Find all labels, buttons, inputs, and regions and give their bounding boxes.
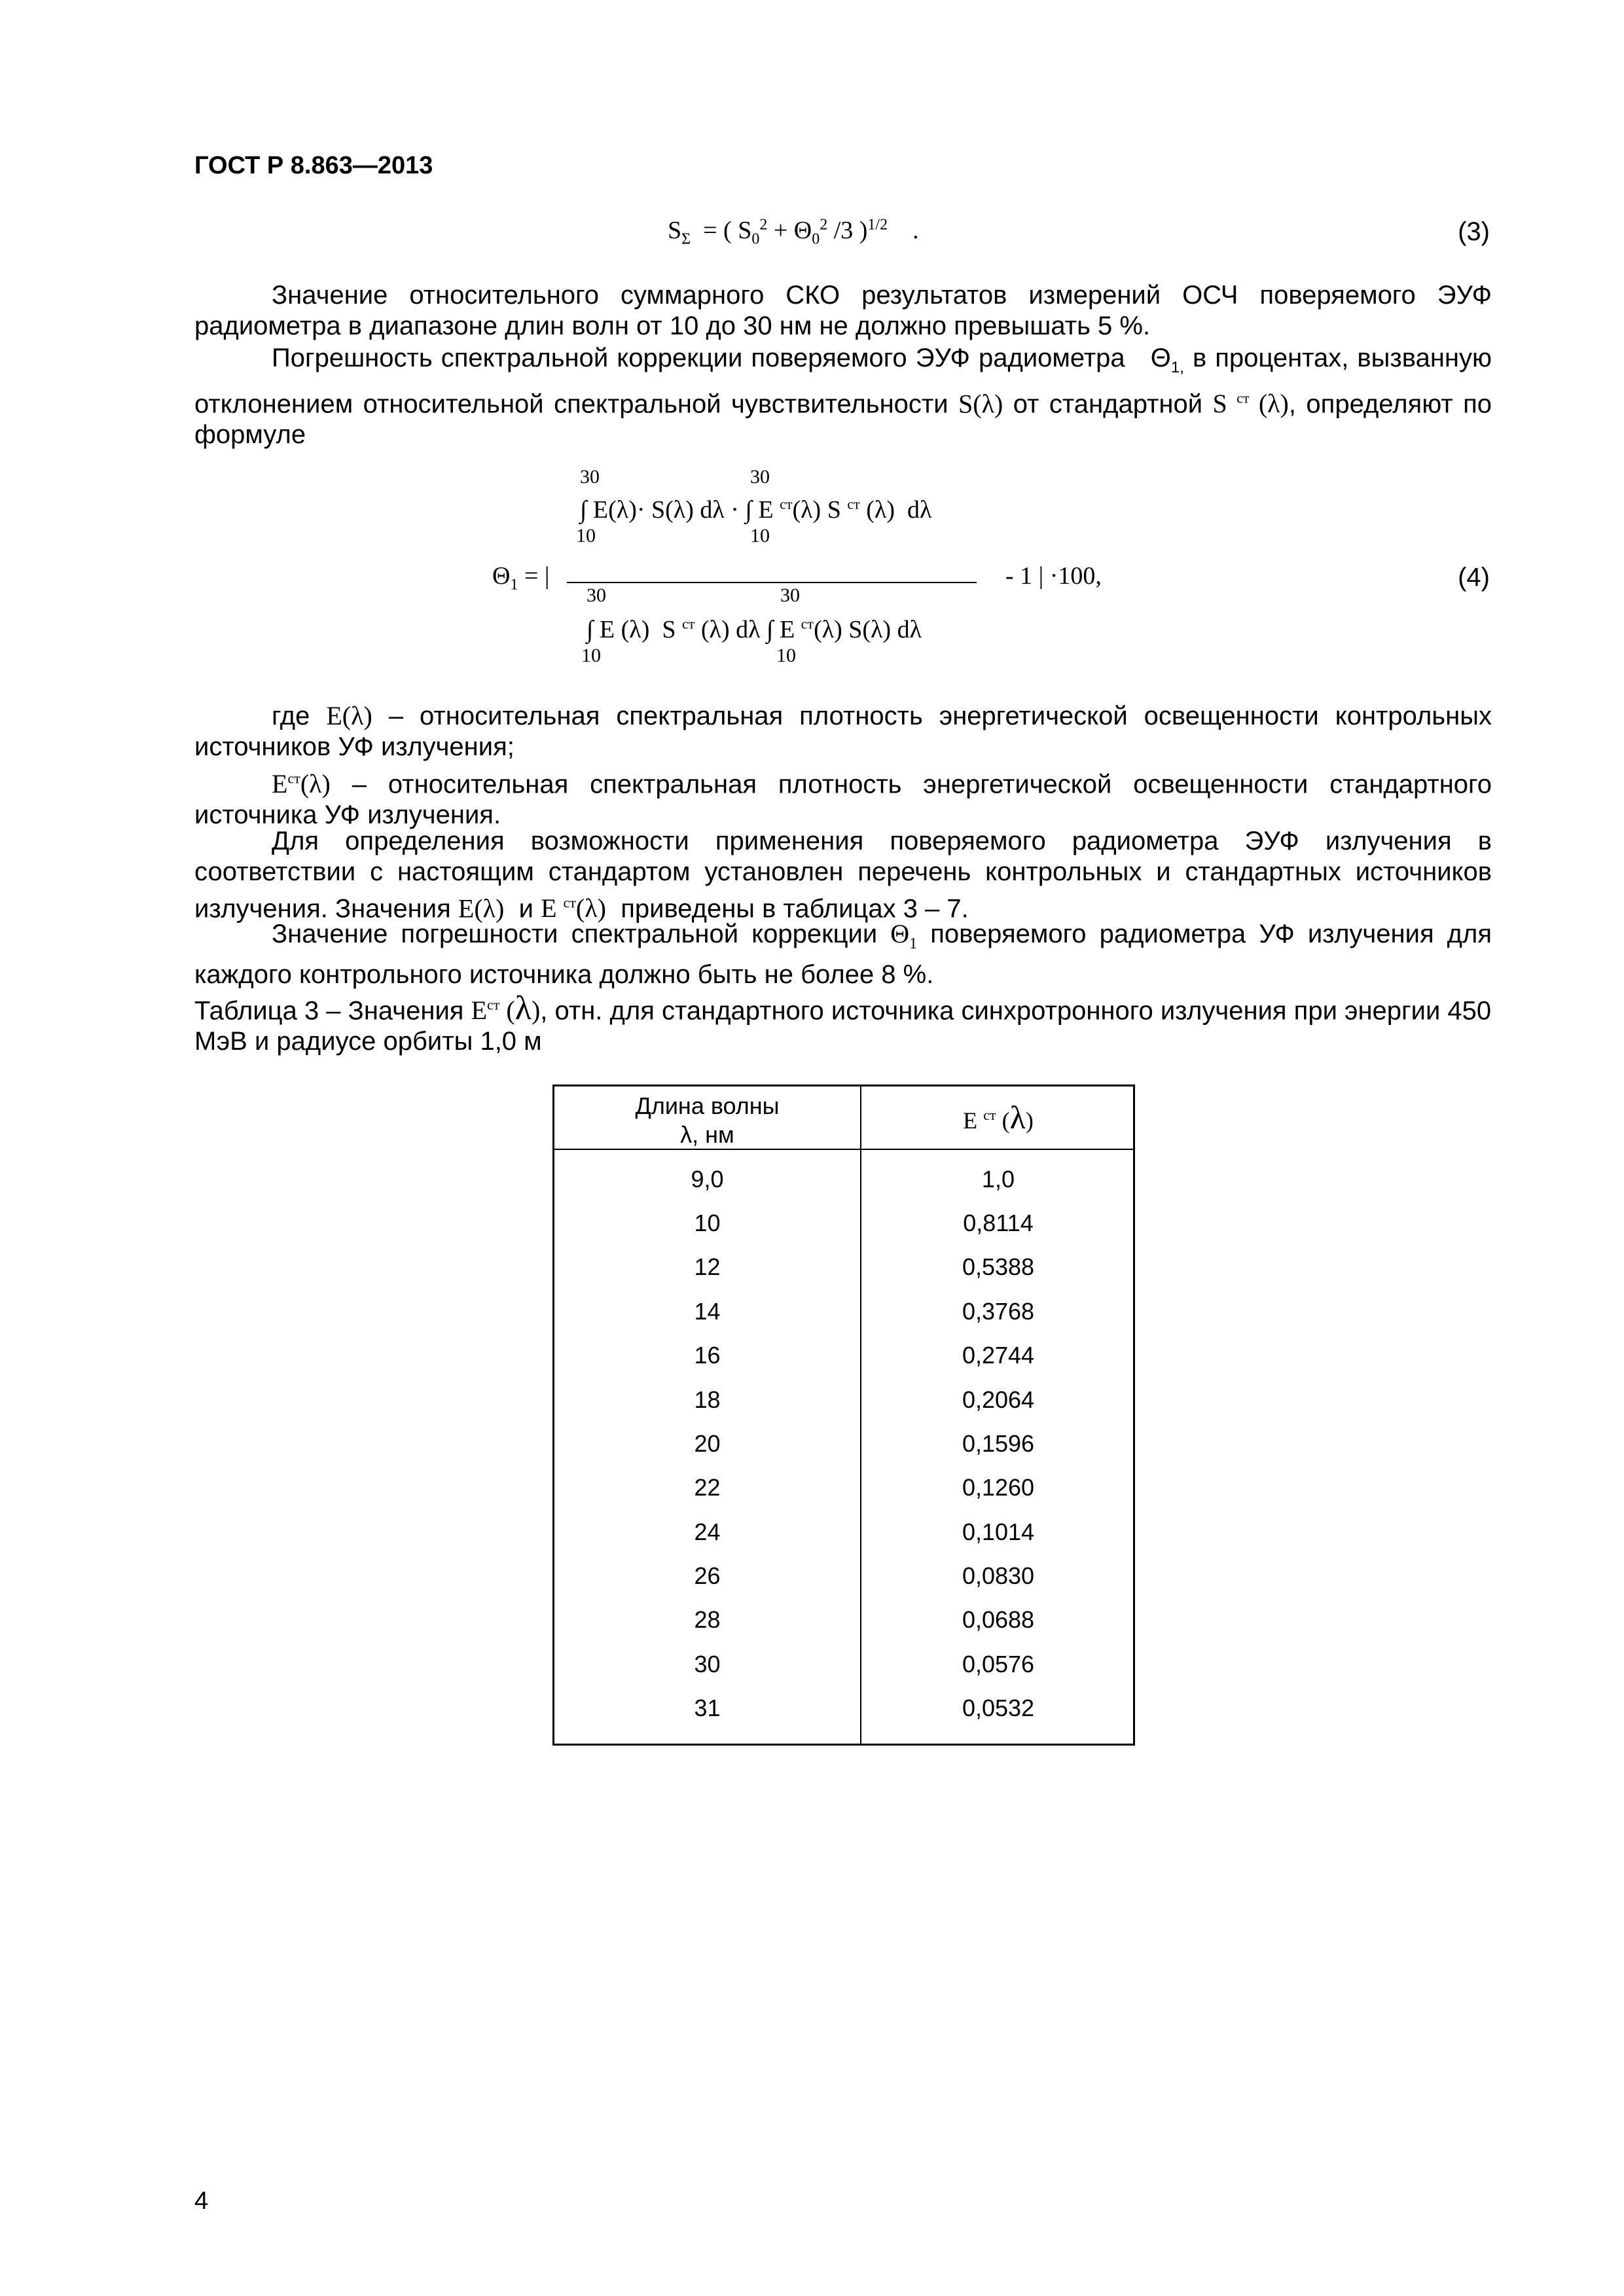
- table-cell-wavelength: 20: [694, 1430, 721, 1457]
- table-header-e-st: E $^{ст}$ (λ): [963, 1099, 1034, 1136]
- table-cell-wavelength: 24: [694, 1518, 721, 1545]
- table-cell-wavelength: 28: [694, 1606, 721, 1633]
- paragraph-error-limit: Значение погрешности спектральной коррекции $\Theta_1$ поверяемого радиометра УФ излучения для каждого контрольного источника должно быть не более 8 %.: [194, 919, 1492, 989]
- table-cell-wavelength: 22: [694, 1474, 721, 1501]
- table-cell-value: 0,2744: [962, 1342, 1035, 1369]
- table-cell-wavelength: 31: [694, 1695, 721, 1721]
- table-cell-wavelength: 12: [694, 1253, 721, 1280]
- table-cell-value: 0,1014: [962, 1518, 1035, 1545]
- table-cell-value: 0,3768: [962, 1298, 1035, 1325]
- paragraph-sources: Для определения возможности применения поверяемого радиометра ЭУФ излучения в соответствии с настоящим стандартом установлен перечень контрольных и стандартных источников излучения. Значения E(λ) и E $^{ст}$(λ) приведены в таблицах 3 – 7.: [194, 827, 1492, 924]
- table-cell-wavelength: 26: [694, 1562, 721, 1589]
- definition-e-lambda: где E(λ) – относительная спектральная плотность энергетической освещенности контрольных источников УФ излучения;: [194, 701, 1492, 761]
- table-cell-value: 0,0576: [962, 1651, 1035, 1677]
- table-cell-value: 0,0830: [962, 1562, 1035, 1589]
- table-cell-wavelength: 16: [694, 1342, 721, 1369]
- document-page: ГОСТ Р 8.863—2013 $S_\Sigma$ = ( $S_0^2 + \Theta_0^2$ /3 )$^{1/2}$ . (3) Значение относительного суммарного СКО результатов измерений ОСЧ поверяемого ЭУФ радиометра в диапазоне длин волн от 10 до 30 нм не должно превышать 5 %. Погрешность спектральной коррекции поверяемого ЭУФ радиометра $\Theta_{1,}$ в процентах, вызванную отклонением относительной спектральной чувствительности S(λ) от стандартной S $^{ст}$ (λ), определяют по формуле 30 30 ∫ E(λ)· S(λ) dλ · ∫ E $^{ст}$(λ) S $^{ст}$ (λ) dλ 10 10 $\Theta_1$ = | - 1 | ·100, 30 30 ∫ E (λ) S $^{ст}$ (λ) dλ ∫ E $^{ст}$(λ) S(λ) dλ 10 10 (4) где E(λ) – относительная спектральная плотность энергетической освещенности контрольных источников УФ излучения; $E^{ст}(\lambda)$ – относительная спектральная плотность энергетической освещенности стандартного источника УФ излучения. Для определения возможности применения поверяемого радиометра ЭУФ излучения в соответствии с настоящим стандартом установлен перечень контрольных и стандартных источников излучения. Значения E(λ) и E $^{ст}$(λ) приведены в таблицах 3 – 7. Значение погрешности спектральной коррекции $\Theta_1$ поверяемого радиометра УФ излучения для каждого контрольного источника должно быть не более 8 %. Таблица 3 – Значения $E^{ст}$ (λ), отн. для стандартного источника синхротронного излучения при энергии 450 МэВ и радиусе орбиты 1,0 м Длина волны λ, нм E $^{ст}$ (λ) 9,0 1,0 10 0,8114 12 0,5388 14 0,3768 16 0,2744 18 0,2064 20 0,1596 22 0,1260 24 0,1014 26 0,0830 28 0,0688 30 0,0576 31 0,0532 4: [194, 152, 1492, 2215]
- fraction-line: [567, 582, 977, 583]
- table-cell-value: 0,0688: [962, 1606, 1035, 1633]
- table-header-wavelength: Длина волны λ, нм: [635, 1092, 780, 1148]
- table-cell-wavelength: 30: [694, 1651, 721, 1677]
- table-cell-value: 0,1260: [962, 1474, 1035, 1501]
- paragraph-correction: Погрешность спектральной коррекции поверяемого ЭУФ радиометра $\Theta_{1,}$ в процентах, вызванную отклонением относительной спектральной чувствительности S(λ) от стандартной S $^{ст}$ (λ), определяют по формуле: [194, 344, 1492, 450]
- table-cell-value: 0,2064: [962, 1386, 1035, 1413]
- table-caption: Таблица 3 – Значения $E^{ст}$ (λ), отн. для стандартного источника синхротронного излучения при энергии 450 МэВ и радиусе орбиты 1,0 м: [194, 990, 1492, 1056]
- table-cell-wavelength: 14: [694, 1298, 721, 1325]
- formula-4-number: (4): [1458, 563, 1490, 592]
- definition-e-st-lambda: $E^{ст}(\lambda)$ – относительная спектральная плотность энергетической освещенности стандартного источника УФ излучения.: [194, 769, 1492, 830]
- table-cell-wavelength: 9,0: [691, 1166, 724, 1193]
- table-cell-wavelength: 10: [694, 1210, 721, 1236]
- table-cell-value: 0,5388: [962, 1253, 1035, 1280]
- standard-header: ГОСТ Р 8.863—2013: [194, 152, 433, 179]
- table-cell-wavelength: 18: [694, 1386, 721, 1413]
- data-table: [552, 1085, 1135, 1746]
- formula-3: $S_\Sigma$ = ( $S_0^2 + \Theta_0^2$ /3 )$^{1/2}$ .: [668, 216, 919, 248]
- paragraph-sko: Значение относительного суммарного СКО результатов измерений ОСЧ поверяемого ЭУФ радиометра в диапазоне длин волн от 10 до 30 нм не должно превышать 5 %.: [194, 281, 1492, 340]
- table-cell-value: 1,0: [981, 1166, 1015, 1193]
- table-cell-value: 0,0532: [962, 1695, 1035, 1721]
- formula-3-number: (3): [1458, 217, 1490, 246]
- table-cell-value: 0,8114: [963, 1210, 1034, 1236]
- page-number: 4: [194, 2187, 209, 2215]
- table-cell-value: 0,1596: [962, 1430, 1035, 1457]
